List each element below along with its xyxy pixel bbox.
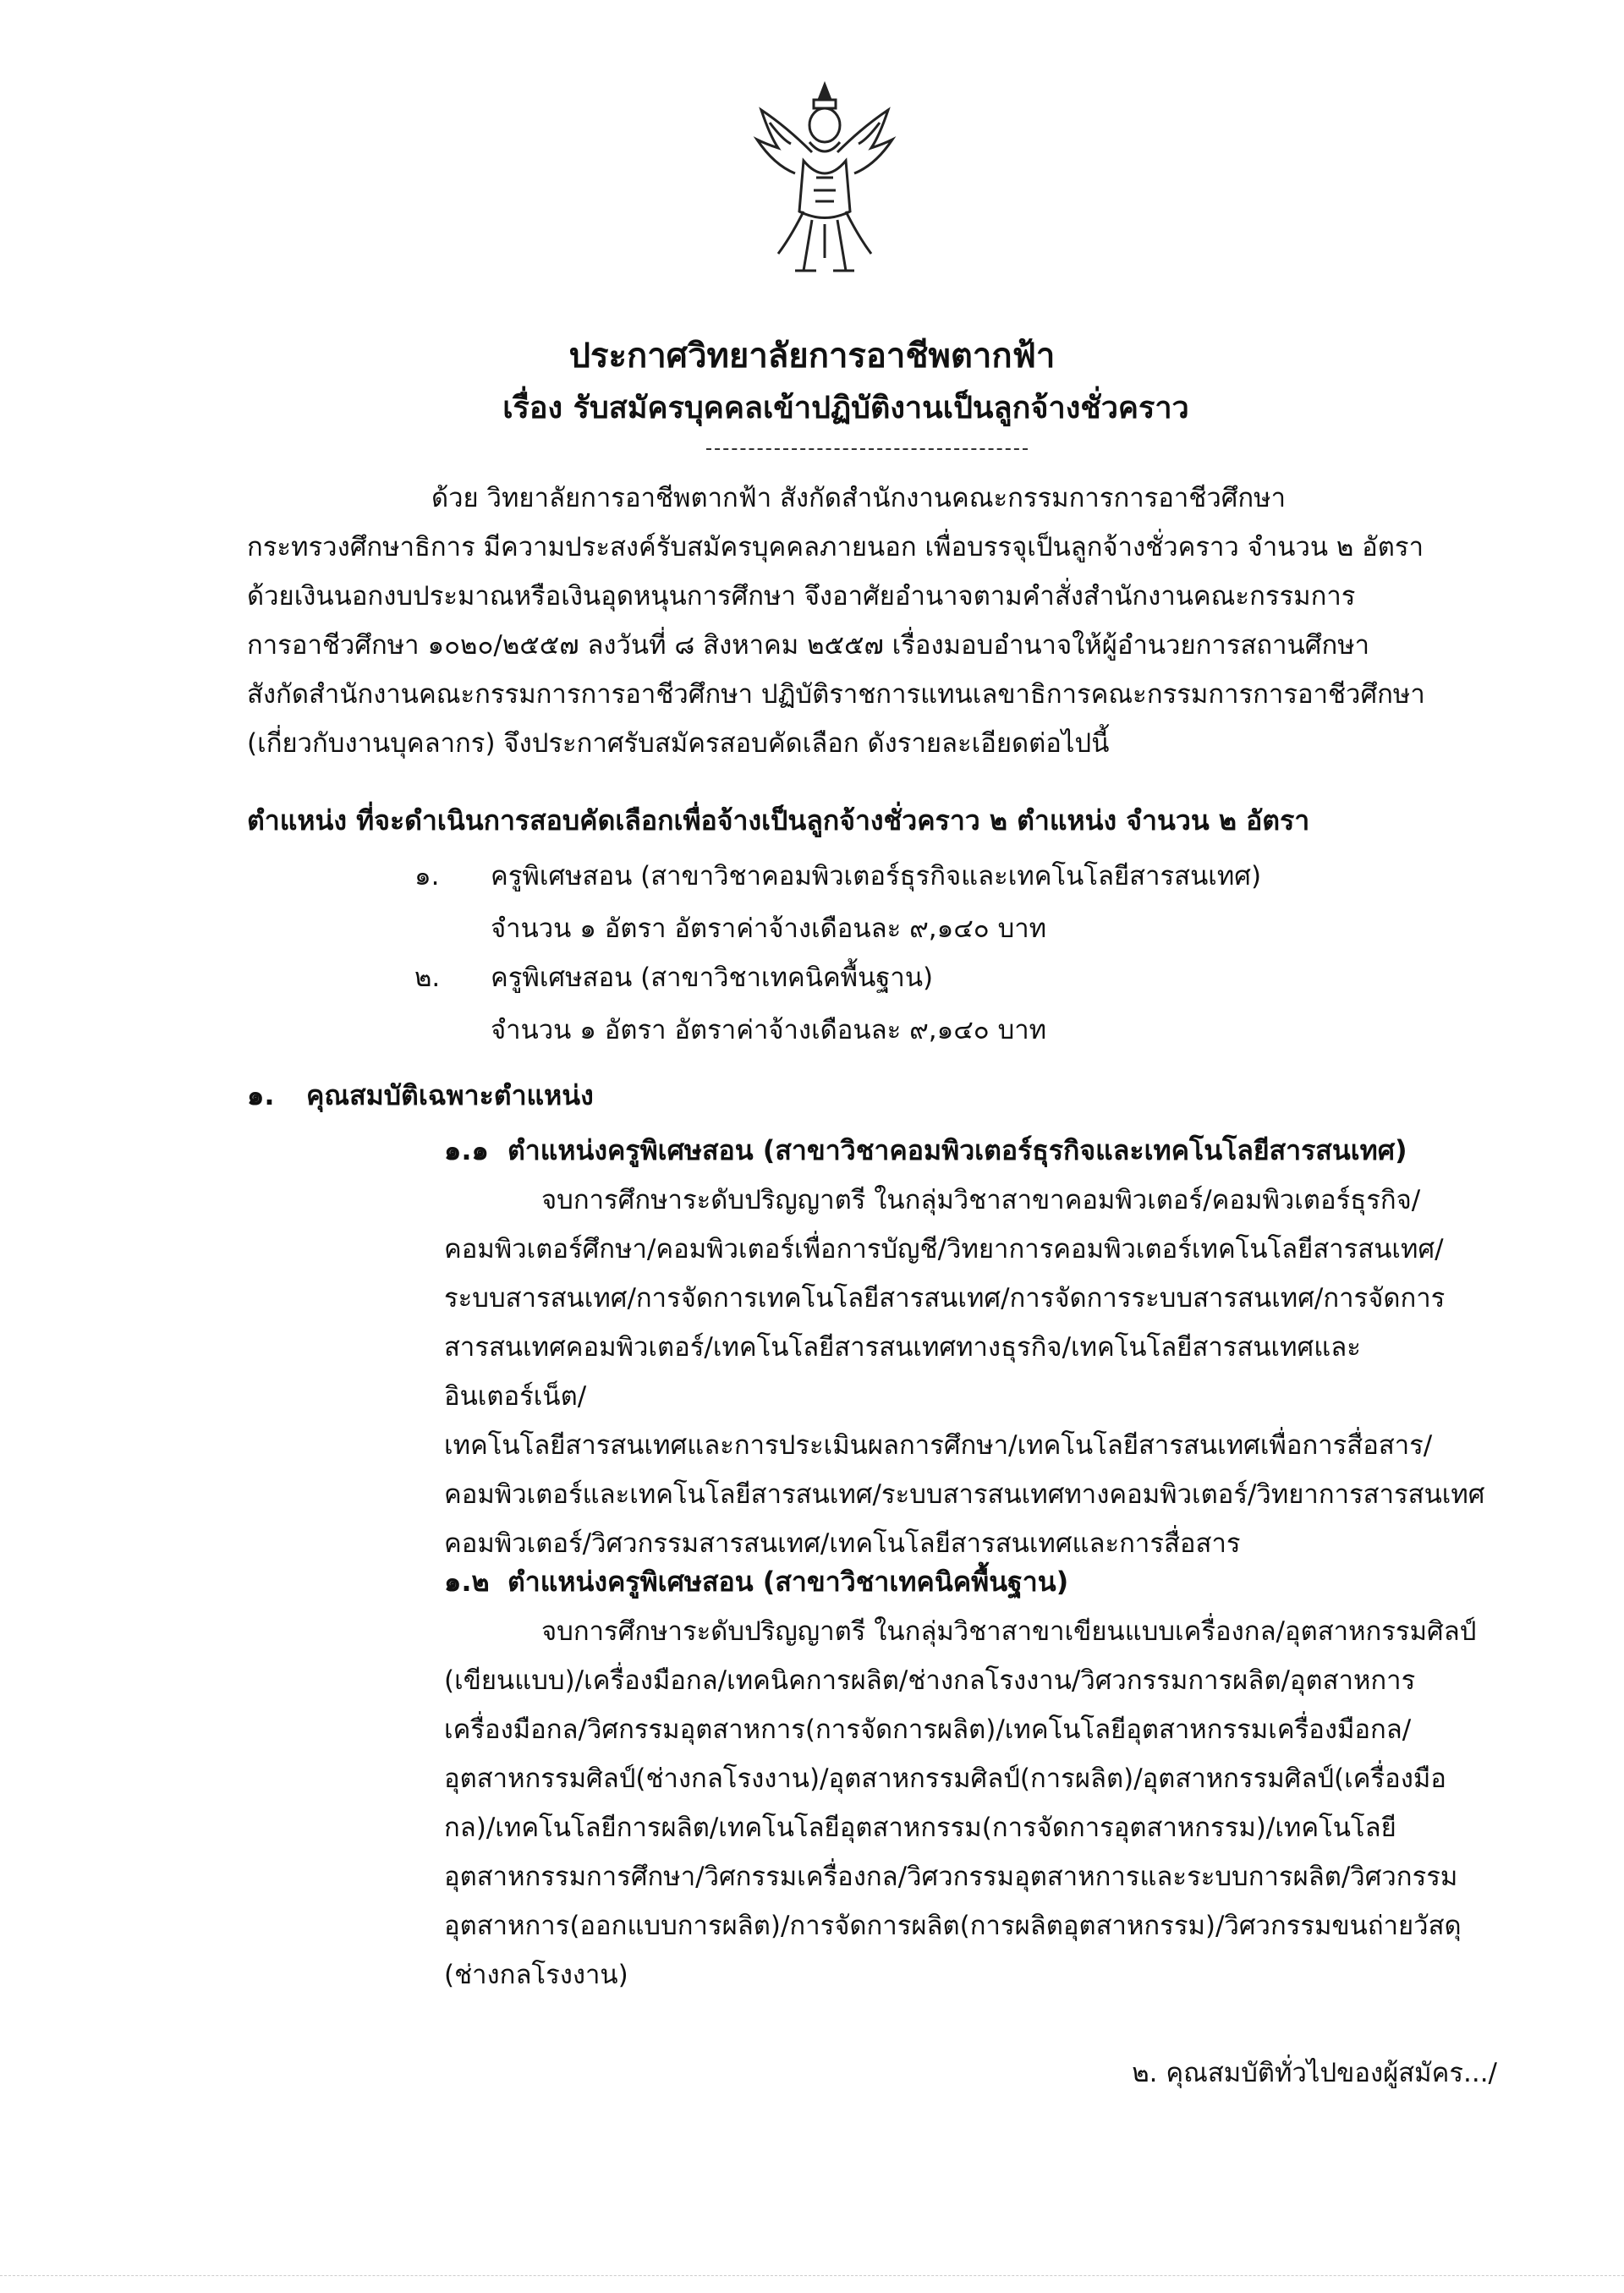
section-title: คุณสมบัติเฉพาะตำแหน่ง — [306, 1079, 594, 1111]
qualification-line: อุตสาหกรรมการศึกษา/วิศกรรมเครื่องกล/วิศวกรรมอุตสาหการและระบบการผลิต/วิศวกรรม — [444, 1862, 1458, 1892]
position-number: ๒. — [414, 963, 441, 993]
position-number: ๑. — [414, 861, 440, 891]
intro-line: กระทรวงศึกษาธิการ มีความประสงค์รับสมัครบุคคลภายนอก เพื่อบรรจุเป็นลูกจ้างชั่วคราว จำนวน ๒ อัตรา — [247, 532, 1424, 562]
positions-heading: ตำแหน่ง ที่จะดำเนินการสอบคัดเลือกเพื่อจ้างเป็นลูกจ้างชั่วคราว ๒ ตำแหน่ง จำนวน ๒ อัตรา — [247, 804, 1310, 837]
intro-line: ด้วยเงินนอกงบประมาณหรือเงินอุดหนุนการศึกษา จึงอาศัยอำนาจตามคำสั่งสำนักงานคณะกรรมการ — [247, 581, 1356, 612]
intro-line: การอาชีวศึกษา ๑๐๒๐/๒๕๕๗ ลงวันที่ ๘ สิงหาคม ๒๕๕๗ เรื่องมอบอำนาจให้ผู้อำนวยการสถานศึกษา — [247, 630, 1370, 661]
position-item — [414, 854, 1261, 949]
qualification-line: คอมพิวเตอร์/วิศวกรรมสารสนเทศ/เทคโนโลยีสารสนเทศและการสื่อสาร — [444, 1528, 1241, 1559]
qualification-line: (ช่างกลโรงงาน) — [444, 1960, 628, 1990]
scan-edge-line — [0, 2275, 1624, 2276]
continuation-note: ๒. คุณสมบัติทั่วไปของผู้สมัคร.../ — [1132, 2058, 1497, 2088]
subsection-heading — [444, 1129, 1407, 1172]
qualification-line: กล)/เทคโนโลยีการผลิต/เทคโนโลยีอุตสาหกรรม(การจัดการอุตสาหกรรม)/เทคโนโลยี — [444, 1813, 1396, 1843]
qualification-line: สารสนเทศคอมพิวเตอร์/เทคโนโลยีสารสนเทศทางธุรกิจ/เทคโนโลยีสารสนเทศและ — [444, 1332, 1361, 1363]
position-title: ครูพิเศษสอน (สาขาวิชาเทคนิคพื้นฐาน) — [491, 963, 934, 993]
qualification-line: อุตสาหการ(ออกแบบการผลิต)/การจัดการผลิต(การผลิตอุตสาหกรรม)/วิศวกรรมขนถ่ายวัสดุ — [444, 1911, 1462, 1941]
intro-line: ด้วย วิทยาลัยการอาชีพตากฟ้า สังกัดสำนักงานคณะกรรมการการอาชีวศึกษา — [431, 483, 1287, 513]
qualification-line: ระบบสารสนเทศ/การจัดการเทคโนโลยีสารสนเทศ/การจัดการระบบสารสนเทศ/การจัดการ — [444, 1283, 1446, 1314]
qualification-line: (เขียนแบบ)/เครื่องมือกล/เทคนิคการผลิต/ช่างกลโรงงาน/วิศวกรรมการผลิต/อุตสาหการ — [444, 1665, 1416, 1696]
intro-line: สังกัดสำนักงานคณะกรรมการการอาชีวศึกษา ปฏิบัติราชการแทนเลขาธิการคณะกรรมการการอาชีวศึกษา — [247, 679, 1425, 710]
subsection-number: ๑.๑ — [444, 1134, 489, 1166]
section-heading — [247, 1074, 594, 1117]
garuda-emblem-icon — [744, 76, 905, 288]
qualification-line: จบการศึกษาระดับปริญญาตรี ในกลุ่มวิชาสาขาเขียนแบบเครื่องกล/อุตสาหกรรมศิลป์ — [541, 1616, 1477, 1647]
subsection-title: ตำแหน่งครูพิเศษสอน (สาขาวิชาเทคนิคพื้นฐาน) — [508, 1566, 1069, 1598]
position-detail: จำนวน ๑ อัตรา อัตราค่าจ้างเดือนละ ๙,๑๔๐ บาท — [491, 1015, 1047, 1045]
announcement-title: ประกาศวิทยาลัยการอาชีพตากฟ้า — [568, 337, 1056, 376]
qualification-line: คอมพิวเตอร์ศึกษา/คอมพิวเตอร์เพื่อการบัญชี/วิทยาการคอมพิวเตอร์เทคโนโลยีสารสนเทศ/ — [444, 1234, 1444, 1264]
qualification-block — [444, 1607, 1518, 2000]
qualification-line: อินเตอร์เน็ต/ — [444, 1381, 587, 1412]
qualification-line: เครื่องมือกล/วิศกรรมอุตสาหการ(การจัดการผลิต)/เทคโนโลยีอุตสาหกรรมเครื่องมือกล/ — [444, 1714, 1412, 1745]
announcement-subject: เรื่อง รับสมัครบุคคลเข้าปฏิบัติงานเป็นลูกจ้างชั่วคราว — [502, 391, 1189, 425]
intro-paragraph — [247, 474, 1507, 768]
section-number: ๑. — [247, 1079, 275, 1111]
position-item — [414, 956, 1046, 1051]
qualification-line: อุตสาหกรรมศิลป์(ช่างกลโรงงาน)/อุตสาหกรรมศิลป์(การผลิต)/อุตสาหกรรมศิลป์(เครื่องมือ — [444, 1764, 1446, 1794]
subsection-heading — [444, 1561, 1068, 1604]
qualification-line: คอมพิวเตอร์และเทคโนโลยีสารสนเทศ/ระบบสารสนเทศทางคอมพิวเตอร์/วิทยาการสารสนเทศ — [444, 1479, 1485, 1510]
position-detail: จำนวน ๑ อัตรา อัตราค่าจ้างเดือนละ ๙,๑๔๐ บาท — [491, 913, 1047, 944]
subsection-number: ๑.๒ — [444, 1566, 490, 1598]
qualification-line: เทคโนโลยีสารสนเทศและการประเมินผลการศึกษา/เทคโนโลยีสารสนเทศเพื่อการสื่อสาร/ — [444, 1430, 1433, 1461]
qualification-block — [444, 1176, 1518, 1568]
intro-line: (เกี่ยวกับงานบุคลากร) จึงประกาศรับสมัครสอบคัดเลือก ดังรายละเอียดต่อไปนี้ — [247, 728, 1110, 759]
subsection-title: ตำแหน่งครูพิเศษสอน (สาขาวิชาคอมพิวเตอร์ธุรกิจและเทคโนโลยีสารสนเทศ) — [508, 1134, 1407, 1166]
qualification-line: จบการศึกษาระดับปริญญาตรี ในกลุ่มวิชาสาขาคอมพิวเตอร์/คอมพิวเตอร์ธุรกิจ/ — [541, 1185, 1421, 1215]
position-title: ครูพิเศษสอน (สาขาวิชาคอมพิวเตอร์ธุรกิจและเทคโนโลยีสารสนเทศ) — [491, 861, 1262, 891]
title-divider — [706, 448, 1028, 450]
